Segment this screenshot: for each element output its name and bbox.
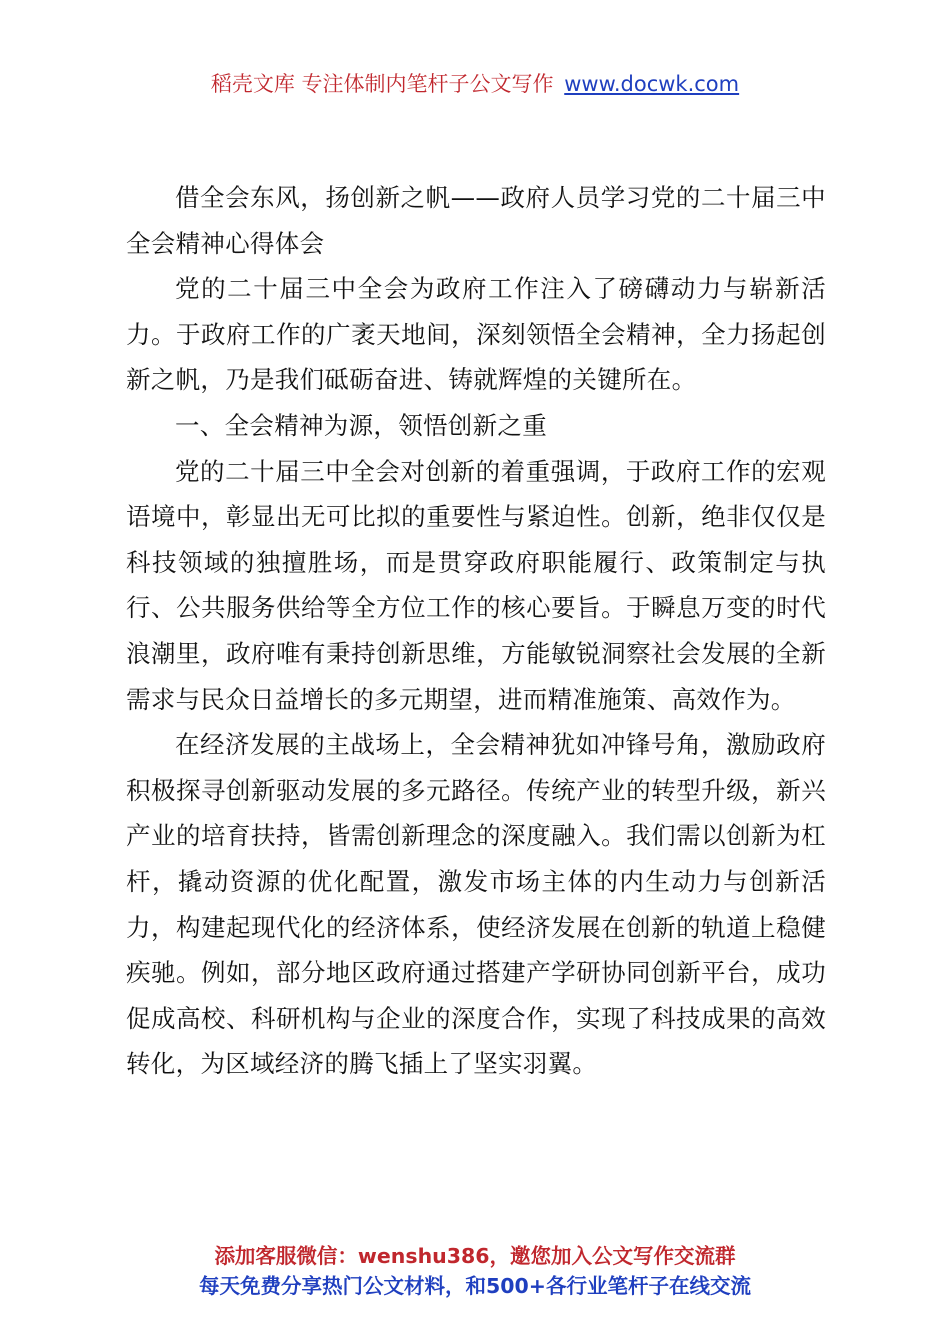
- page-footer: [0, 1241, 950, 1301]
- page-header: [0, 70, 950, 98]
- site-url-link[interactable]: www.docwk.com: [564, 72, 740, 96]
- body-paragraph: 在经济发展的主战场上，全会精神犹如冲锋号角，激励政府积极探寻创新驱动发展的多元路径。传统产业的转型升级，新兴产业的培育扶持，皆需创新理念的深度融入。我们需以创新为杠杆，撬动资源的优化配置，激发市场主体的内生动力与创新活力，构建起现代化的经济体系，使经济发展在创新的轨道上稳健疾驰。例如，部分地区政府通过搭建产学研协同创新平台，成功促成高校、科研机构与企业的深度合作，实现了科技成果的高效转化，为区域经济的腾飞插上了坚实羽翼。: [126, 730, 826, 1079]
- section-heading: 一、全会精神为源，领悟创新之重: [175, 410, 547, 440]
- body-paragraph: 党的二十届三中全会对创新的着重强调，于政府工作的宏观语境中，彰显出无可比拟的重要性与紧迫性。创新，绝非仅仅是科技领域的独擅胜场，而是贯穿政府职能履行、政策制定与执行、公共服务供给等全方位工作的核心要旨。于瞬息万变的时代浪潮里，政府唯有秉持创新思维，方能敏锐洞察社会发展的全新需求与民众日益增长的多元期望，进而精准施策、高效作为。: [126, 456, 826, 714]
- footer-share-line: 每天免费分享热门公文材料，和500+各行业笔杆子在线交流: [199, 1274, 751, 1298]
- document-title: 借全会东风，扬创新之帆——政府人员学习党的二十届三中全会精神心得体会: [126, 183, 826, 258]
- site-brand: 稻壳文库 专注体制内笔杆子公文写作: [210, 72, 554, 96]
- document-body: [126, 175, 826, 1087]
- footer-wechat-line: 添加客服微信：wenshu386，邀您加入公文写作交流群: [214, 1244, 736, 1268]
- intro-paragraph: 党的二十届三中全会为政府工作注入了磅礴动力与崭新活力。于政府工作的广袤天地间，深刻领悟全会精神，全力扬起创新之帆，乃是我们砥砺奋进、铸就辉煌的关键所在。: [126, 274, 826, 395]
